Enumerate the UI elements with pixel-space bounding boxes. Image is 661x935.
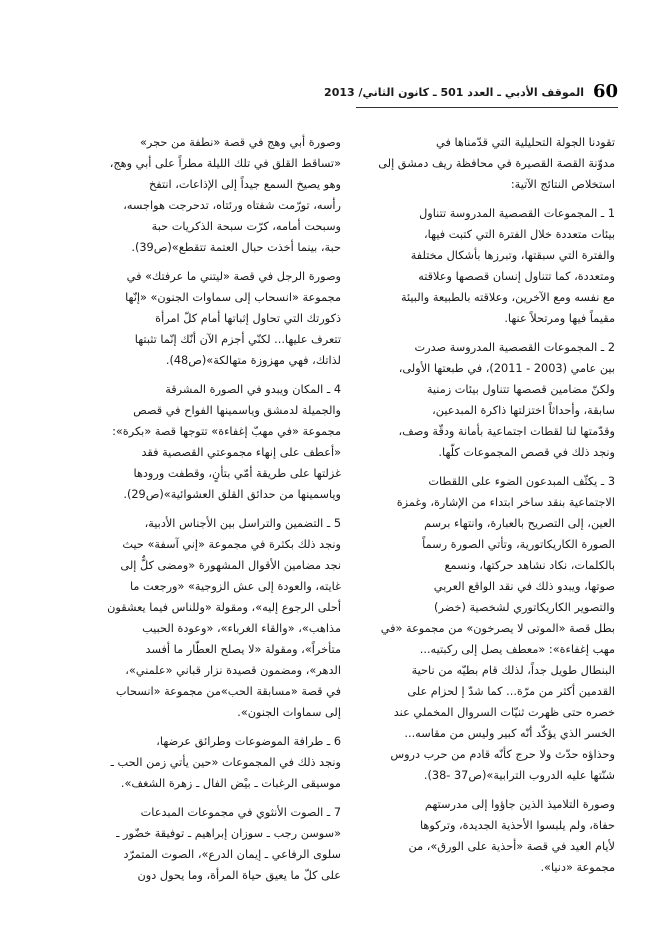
text-line: ذكورتك التي تحاول إثباتها أمام كلّ امرأة bbox=[155, 312, 341, 325]
text-line: سلوى الرفاعي ـ إيمان الدرع»، الصوت المتمرّد bbox=[123, 848, 341, 861]
text-line: أحلى الرجوع إليه»، ومقولة «وللناس فيما يعشقون bbox=[107, 601, 341, 614]
page-header bbox=[324, 80, 618, 106]
text-line: ونجد ذلك بكثرة في مجموعة «إني آسفة» حيث bbox=[122, 538, 341, 551]
text-line: خصره حتى ظهرت ثنيّات السروال المخملي عند bbox=[393, 706, 615, 719]
paragraph bbox=[91, 731, 341, 794]
text-line: مجموعة «دنيا». bbox=[540, 861, 615, 874]
text-line: لأيام العيد في قصة «أحذية على الورق»، من bbox=[408, 840, 615, 853]
text-line: 1 ـ المجموعات القصصية المدروسة تتناول bbox=[419, 207, 615, 220]
text-line: وسبحت أمامه، كرّت سبحة الذكريات حبة bbox=[151, 220, 341, 233]
text-line: مجموعة «في مهبّ إغفاءة» تتوجها قصة «بكرة»: bbox=[112, 425, 341, 438]
text-line: وصورة التلاميذ الذين جاؤوا إلى مدرستهم bbox=[424, 798, 615, 811]
text-line: حفاة، ولم يلبسوا الأحذية الجديدة، وتركوها bbox=[419, 819, 615, 832]
text-line: البنطال طويل جداً، لذلك قام بطيّه من ناحية bbox=[411, 664, 615, 677]
text-line: غايته، والعودة إلى عش الزوجية» «ورجعت ما bbox=[129, 580, 341, 593]
text-line: والجميلة لدمشق وياسمينها الفواح في قصص bbox=[133, 404, 341, 417]
text-line: موسيقى الرغبات ـ بيْض الفال ـ زهرة الشغف». bbox=[120, 777, 341, 790]
text-line: وحذاؤه حدّث ولا حرج كأنّه قادم من حرب دروس bbox=[390, 748, 615, 761]
text-line: متأخراً»، ومقولة «لا يصلح العطّار ما أفسد bbox=[145, 643, 341, 656]
text-line: 2 ـ المجموعات القصصية المدروسة صدرت bbox=[414, 341, 615, 354]
text-line: القدمين أكثر من مرّة... كما شدّ إ لحزام على bbox=[407, 685, 615, 698]
text-line: الخسر الذي يؤكّد أنّه كبير وليس من مقاسه... bbox=[404, 727, 615, 740]
text-line: مهب إغفاءة»: «معطف يصل إلى ركبتيه... bbox=[419, 643, 615, 656]
text-line: وياسمينها من حدائق القلق العشوائية»(ص29). bbox=[123, 488, 341, 501]
text-line: بيئات متعددة خلال الفترة التي كتبت فيها، bbox=[424, 228, 615, 241]
paragraph bbox=[365, 794, 615, 878]
paragraph bbox=[91, 802, 341, 886]
text-line: تقودنا الجولة التحليلية التي قدّمناها في bbox=[436, 136, 615, 149]
text-line: بطل قصة «الموتى لا يصرخون» من مجموعة «في bbox=[380, 622, 615, 635]
text-line: غزلتها على طريقة أمّي بتأنٍ، وقطفت ورودها bbox=[133, 467, 341, 480]
text-line: مع نفسه ومع الآخرين، وعلاقته بالطبيعة والبيئة bbox=[400, 291, 615, 304]
paragraph bbox=[365, 203, 615, 329]
text-line: نجد مضامين الأقوال المشهورة «ومضى كلٌّ إلى bbox=[120, 559, 341, 572]
text-line: ونجد ذلك في قصص المجموعات كلّها. bbox=[438, 446, 615, 459]
text-line: رأسه، تورّمت شفتاه ورئتاه، تدحرجت هواجسه، bbox=[123, 199, 341, 212]
text-line: وصورة الرجل في قصة «ليتني ما عرفتك» في bbox=[126, 270, 341, 283]
text-line: على كلّ ما يعيق حياة المرأة، وما يحول دون bbox=[137, 869, 341, 882]
text-line: بالكلمات، نكاد نشاهد حركتها، ونسمع bbox=[444, 559, 615, 572]
paragraph bbox=[365, 471, 615, 786]
text-line: سابقة، وأحداثاً اختزلتها ذاكرة المبدعين، bbox=[432, 404, 615, 417]
text-line: «أعطف على إنهاء مجموعتي القصصية فقد bbox=[141, 446, 341, 459]
text-line: وقدّمتها لنا لقطات اجتماعية بأمانة ودقّة وصف، bbox=[398, 425, 615, 438]
header-rule bbox=[356, 107, 618, 108]
text-line: صوتها، ويبدو ذلك في نقد الواقع العربي bbox=[433, 580, 615, 593]
text-line: «سوسن رجب ـ سوزان إبراهيم ـ توفيقة خضّور ـ bbox=[116, 827, 341, 840]
text-line: تتعرف عليها... لكنّي أجزم الآن أنّك إنّما تثبتها bbox=[134, 333, 341, 346]
text-line: إلى سماوات الجنون». bbox=[237, 706, 341, 719]
text-line: وهو يصيخ السمع جيداً إلى الإذاعات، انتفخ bbox=[148, 178, 341, 191]
text-line: 4 ـ المكان ويبدو في الصورة المشرقة bbox=[165, 383, 341, 396]
running-head: الموقف الأدبي ـ العدد 501 ـ كانون الثاني/ 2013 bbox=[324, 86, 584, 99]
text-line: «تساقط القلق في تلك الليلة مطراً على أبي وهج، bbox=[109, 157, 341, 170]
text-line: ونجد ذلك في المجموعات «حين يأتي زمن الحب ـ bbox=[110, 756, 341, 769]
page-number: 60 bbox=[592, 81, 618, 102]
text-line: الاجتماعية بنقد ساخر ابتداء من الإشارة، وغمزة bbox=[396, 496, 615, 509]
text-line: استخلاص النتائج الآتية: bbox=[510, 178, 615, 191]
left-column bbox=[91, 132, 341, 894]
text-line: 6 ـ طرافة الموضوعات وطرائق عرضها، bbox=[156, 735, 341, 748]
text-line: حبة، بينما أخذت حبال العتمة تتقطع»(ص39). bbox=[131, 241, 341, 254]
text-line: مجموعة «انسحاب إلى سماوات الجنون» «إنّها bbox=[125, 291, 341, 304]
paragraph bbox=[91, 513, 341, 723]
text-line: بين عامي (2003 - 2011)، في طبعتها الأولى، bbox=[398, 362, 615, 375]
text-line: 5 ـ التضمين والتراسل بين الأجناس الأدبية، bbox=[144, 517, 341, 530]
text-line: والتصوير الكاريكاتوري لشخصية (خضر) bbox=[434, 601, 615, 614]
paragraph bbox=[365, 337, 615, 463]
text-line: والفترة التي سبقتها، وتبرزها بأشكال مختلفة bbox=[410, 249, 615, 262]
text-line: مدوّنة القصة القصيرة في محافظة ريف دمشق إلى bbox=[378, 157, 615, 170]
text-line: ولكنّ مضامين قصصها تتناول بيئات زمنية bbox=[426, 383, 615, 396]
text-line: مذاهب»، «والقاء الغرباء»، «وعودة الحبيب bbox=[142, 622, 341, 635]
text-line: وصورة أبي وهج في قصة «نطفة من حجر» bbox=[139, 136, 341, 149]
paragraph bbox=[91, 132, 341, 258]
paragraph bbox=[91, 266, 341, 371]
text-line: الصورة الكاريكاتورية، وتأتي الصورة رسماً bbox=[422, 538, 615, 551]
text-line: 3 ـ يكثّف المبدعون الضوء على اللقطات bbox=[428, 475, 615, 488]
right-column bbox=[365, 132, 615, 886]
text-line: في قصة «مسابقة الحب»من مجموعة «انسحاب bbox=[115, 685, 341, 698]
text-line: ومتعددة، كما تتناول إنسان قصصها وعلاقته bbox=[418, 270, 615, 283]
text-line: شنّتها عليه الدروب الترابية»(ص37 -38). bbox=[423, 769, 615, 782]
text-line: العين، إلى التصريح بالعبارة، وانتهاء برسم bbox=[424, 517, 615, 530]
text-line: الدهر»، ومضمون قصيدة نزار قباني «علمني»، bbox=[125, 664, 341, 677]
paragraph bbox=[365, 132, 615, 195]
text-line: 7 ـ الصوت الأنثوي في مجموعات المبدعات bbox=[140, 806, 341, 819]
text-line: لذاتك، فهي مهزوزة متهالكة»(ص48). bbox=[165, 354, 341, 367]
paragraph bbox=[91, 379, 341, 505]
text-line: مقيماً فيها ومرتحلاً عنها. bbox=[504, 312, 615, 325]
